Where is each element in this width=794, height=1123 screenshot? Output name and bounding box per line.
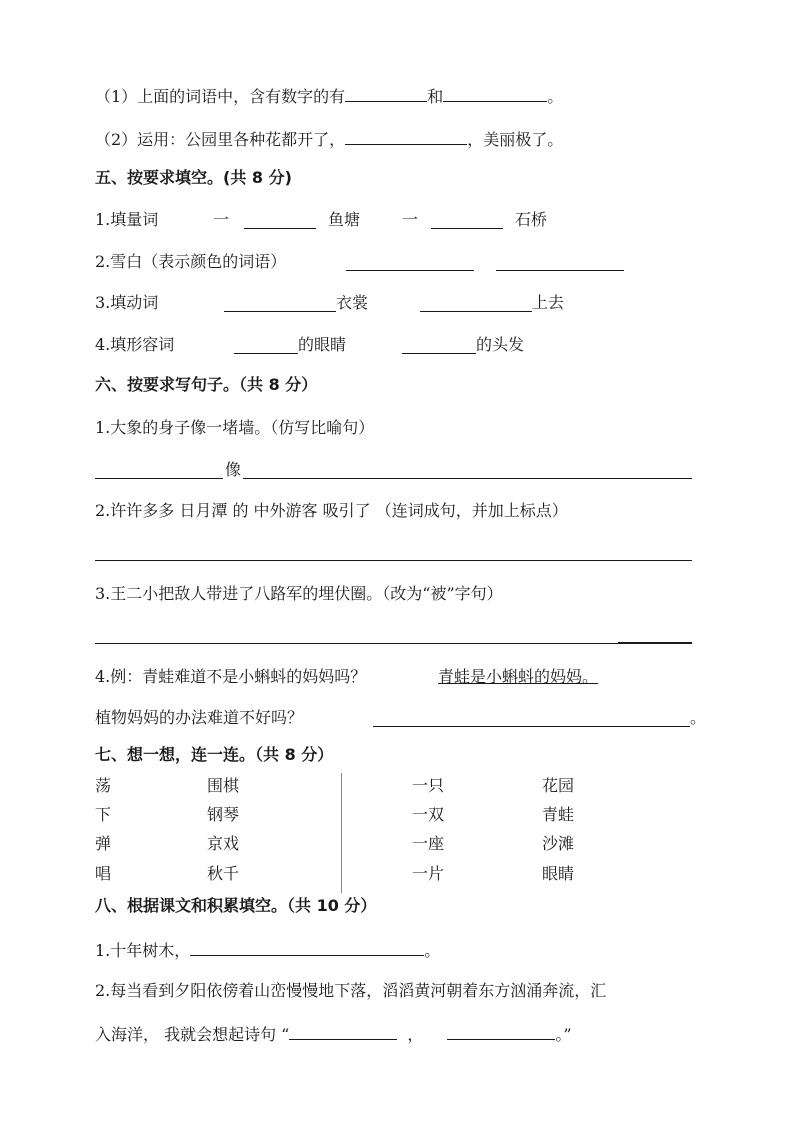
match-item[interactable]: 花园 — [542, 776, 575, 795]
answer-blank[interactable] — [95, 462, 223, 479]
question-text: 的眼睛 — [298, 335, 347, 354]
answer-blank[interactable] — [224, 295, 336, 312]
question-text: 石桥 — [515, 210, 548, 229]
question-line — [95, 939, 440, 961]
question-line — [95, 293, 158, 313]
question-text: 。” — [555, 1025, 572, 1044]
match-item[interactable]: 沙滩 — [542, 834, 575, 853]
question-text: 衣裳 — [336, 293, 369, 312]
question-text: 植物妈妈的办法难道不好吗？ — [95, 708, 304, 727]
answer-blank[interactable] — [244, 212, 316, 229]
question-line — [95, 210, 158, 230]
match-item[interactable]: 一座 — [412, 834, 445, 853]
match-item[interactable]: 眼睛 — [542, 864, 575, 883]
answer-blank[interactable] — [346, 254, 474, 271]
match-item[interactable]: 围棋 — [207, 776, 240, 795]
question-label: 1.填量词 — [95, 210, 159, 229]
question-text: 2.许许多多 日月潭 的 中外游客 吸引了 （连词成句，并加上标点） — [95, 501, 568, 520]
answer-line-bold — [618, 642, 692, 644]
question-line — [95, 252, 286, 272]
section-heading: 八、根据课文和积累填空。（共 10 分） — [95, 896, 377, 915]
question-text: （2）运用：公园里各种花都开了， — [95, 130, 346, 149]
answer-blank[interactable] — [431, 212, 503, 229]
section-heading: 七、想一想，连一连。（共 8 分） — [95, 745, 334, 764]
question-line — [95, 667, 366, 687]
section-heading: 六、按要求写句子。（共 8 分） — [95, 375, 318, 394]
answer-line[interactable] — [95, 560, 692, 561]
question-text: 的头发 — [476, 335, 525, 354]
answer-blank[interactable] — [373, 710, 690, 727]
answer-blank[interactable] — [345, 85, 427, 102]
divider-line — [341, 773, 342, 893]
answer-line[interactable] — [95, 643, 692, 644]
answer-blank[interactable] — [289, 1023, 397, 1040]
match-item[interactable]: 一只 — [412, 776, 445, 795]
question-label: 3.填动词 — [95, 293, 159, 312]
answer-blank[interactable] — [420, 295, 532, 312]
question-text: 入海洋， 我就会想起诗句 “ — [95, 1025, 290, 1044]
section-heading: 五、按要求填空。(共 8 分) — [95, 168, 292, 187]
question-text: 一 — [402, 210, 419, 229]
question-text: 。 — [547, 87, 564, 106]
answer-blank[interactable] — [345, 128, 467, 145]
answer-blank[interactable] — [496, 254, 624, 271]
question-line — [95, 85, 563, 107]
match-item[interactable]: 青蛙 — [542, 805, 575, 824]
answer-blank[interactable] — [402, 337, 476, 354]
question-text: 和 — [427, 87, 444, 106]
question-text: 。 — [690, 708, 707, 727]
question-text: ，美丽极了。 — [467, 130, 564, 149]
question-text: 1.大象的身子像一堵墙。（仿写比喻句） — [95, 418, 375, 437]
question-text: （1）上面的词语中，含有数字的有 — [95, 87, 346, 106]
question-line — [95, 335, 174, 355]
answer-blank[interactable] — [243, 462, 692, 479]
answer-blank[interactable] — [443, 85, 547, 102]
match-item[interactable]: 秋千 — [207, 864, 240, 883]
answer-blank[interactable] — [447, 1023, 555, 1040]
match-item[interactable]: 钢琴 — [207, 805, 240, 824]
match-item[interactable]: 唱 — [95, 864, 112, 883]
match-item[interactable]: 京戏 — [207, 834, 240, 853]
question-text: 上去 — [532, 293, 565, 312]
match-item[interactable]: 一片 — [412, 864, 445, 883]
question-text: 像 — [225, 460, 242, 479]
answer-blank[interactable] — [190, 939, 424, 956]
question-text: 一 — [213, 210, 230, 229]
match-item[interactable]: 荡 — [95, 776, 112, 795]
question-text: 鱼塘 — [328, 210, 361, 229]
question-text: 3.王二小把敌人带进了八路军的埋伏圈。（改为“被”字句） — [95, 584, 503, 603]
match-item[interactable]: 弹 — [95, 834, 112, 853]
question-text: 1.十年树木， — [95, 941, 191, 960]
question-line — [95, 128, 563, 150]
example-answer: 青蛙是小蝌蚪的妈妈。 — [438, 667, 599, 686]
match-item[interactable]: 下 — [95, 805, 112, 824]
question-text: 2.每当看到夕阳依傍着山峦慢慢地下落，滔滔黄河朝着东方汹涌奔流，汇 — [95, 981, 607, 1000]
answer-blank[interactable] — [234, 337, 298, 354]
question-label: 2.雪白（表示颜色的词语） — [95, 252, 287, 271]
question-text: 。 — [424, 941, 441, 960]
question-text: ， — [407, 1025, 424, 1044]
match-item[interactable]: 一双 — [412, 805, 445, 824]
example-text: 4.例：青蛙难道不是小蝌蚪的妈妈吗？ — [95, 667, 367, 686]
question-line — [95, 1023, 572, 1045]
question-label: 4.填形容词 — [95, 335, 175, 354]
